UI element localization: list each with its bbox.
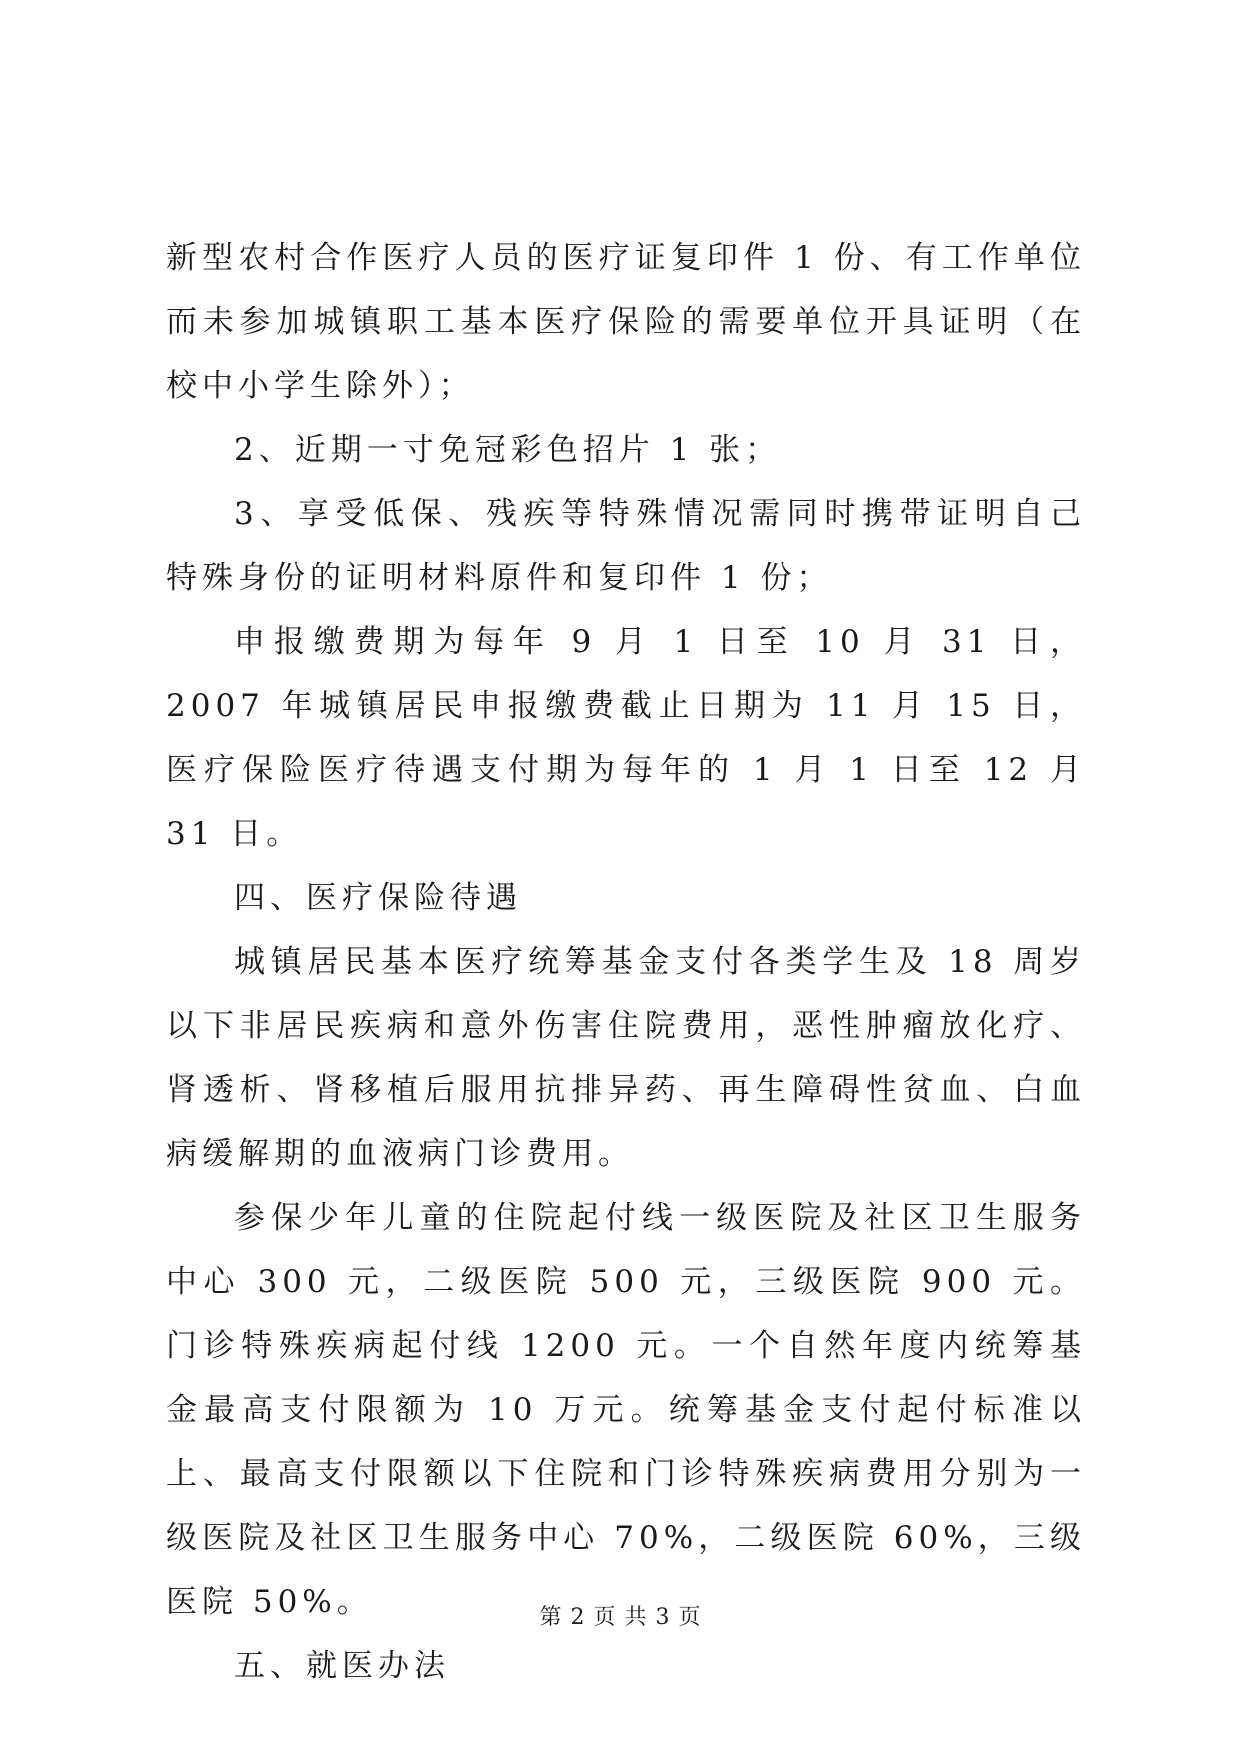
paragraph-coverage-scope: 城镇居民基本医疗统筹基金支付各类学生及 18 周岁以下非居民疾病和意外伤害住院费用，恶性肿瘤放化疗、肾透析、肾移植后服用抗排异药、再生障碍性贫血、白血病缓解期的血液病门诊费用。 [166, 944, 1086, 1172]
document-body [166, 226, 1086, 1698]
paragraph-item-3-special-status: 3、享受低保、残疾等特殊情况需同时携带证明自己特殊身份的证明材料原件和复印件 1 份； [166, 496, 1086, 596]
section-heading-5: 五、就医办法 [234, 1648, 450, 1684]
paragraph-item-2-photo: 2、近期一寸免冠彩色招片 1 张； [234, 432, 782, 468]
page-footer: 第 2 页 共 3 页 [539, 1605, 702, 1630]
paragraph-continued-materials: 新型农村合作医疗人员的医疗证复印件 1 份、有工作单位而未参加城镇职工基本医疗保险的需要单位开具证明（在校中小学生除外）； [166, 240, 1086, 404]
paragraph-thresholds-and-rates: 参保少年儿童的住院起付线一级医院及社区卫生服务中心 300 元，二级医院 500 元，三级医院 900 元。门诊特殊疾病起付线 1200 元。一个自然年度内统筹基金最高支付限额为 10 万元。统筹基金支付起付标准以上、最高支付限额以下住院和门诊特殊疾病费用分别为一级医院及社区卫生服务中心 70%，二级医院 60%，三级医院 50%。 [166, 1200, 1086, 1620]
paragraph-payment-period: 申报缴费期为每年 9 月 1 日至 10 月 31 日，2007 年城镇居民申报缴费截止日期为 11 月 15 日，医疗保险医疗待遇支付期为每年的 1 月 1 日至 12 月 31 日。 [166, 624, 1086, 852]
section-heading-4: 四、医疗保险待遇 [234, 880, 522, 916]
